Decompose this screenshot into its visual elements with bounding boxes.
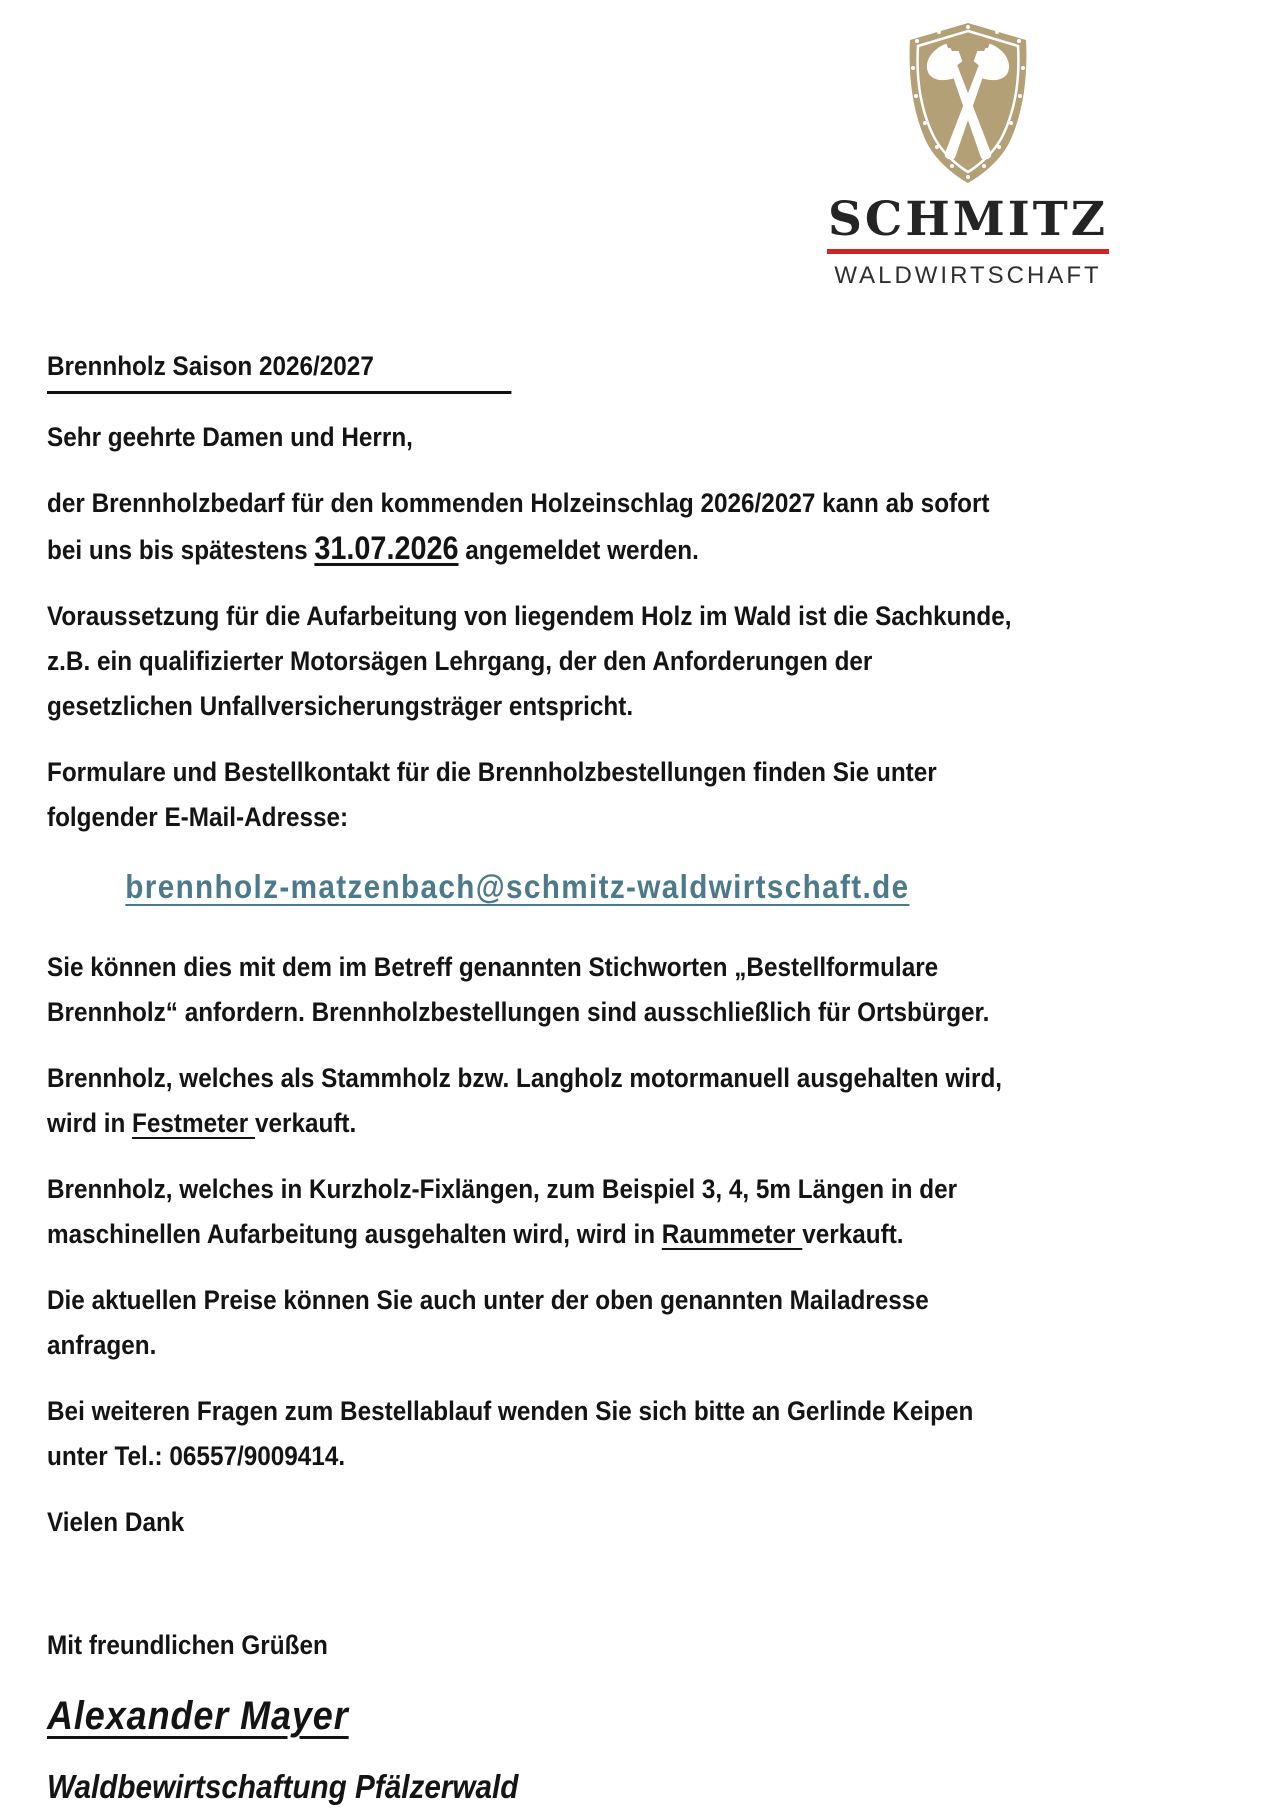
- thanks-line: Vielen Dank: [47, 1507, 185, 1537]
- paragraph-requirements: Voraussetzung für die Aufarbeitung von liegendem Holz im Wald ist die Sachkunde, z.B. ein qualifizierter Motorsägen Lehrgang, der den Anforderungen der gesetzlichen Unfallversicherungsträger entspricht.: [47, 601, 1012, 721]
- paragraph-forms: Formulare und Bestellkontakt für die Brennholzbestellungen finden Sie unter folgender E-Mail-Adresse:: [47, 757, 937, 832]
- brand-divider: [827, 249, 1109, 254]
- letter-body: [47, 344, 1073, 1808]
- festmeter-term: Festmeter: [132, 1108, 255, 1138]
- paragraph-festmeter: Brennholz, welches als Stammholz bzw. Langholz motormanuell ausgehalten wird, wird in Festmeter verkauft.: [47, 1063, 1003, 1138]
- paragraph-contact: Bei weiteren Fragen zum Bestellablauf wenden Sie sich bitte an Gerlinde Keipen unter Tel.: 06557/9009414.: [47, 1396, 974, 1471]
- paragraph-order-info: Sie können dies mit dem im Betreff genannten Stichworten „Bestellformulare Brennholz“ anfordern. Brennholzbestellungen sind ausschließlich für Ortsbürger.: [47, 952, 990, 1027]
- company-logo: [823, 20, 1113, 290]
- deadline-date: 31.07.2026: [314, 530, 459, 566]
- subject-line: [47, 344, 1073, 394]
- crossed-axes-shield-icon: [903, 20, 1033, 188]
- email-link[interactable]: brennholz-matzenbach@schmitz-waldwirtschaft.de: [125, 868, 910, 905]
- email-paragraph: [47, 861, 1073, 915]
- closing-line: Mit freundlichen Grüßen: [47, 1630, 328, 1660]
- signature-name: Alexander Mayer: [47, 1694, 349, 1738]
- raummeter-term: Raummeter: [661, 1219, 803, 1249]
- subject-text: Brennholz Saison 2026/2027: [47, 344, 511, 394]
- brand-name: SCHMITZ: [827, 192, 1109, 247]
- greeting: Sehr geehrte Damen und Herrn,: [47, 422, 413, 452]
- paragraph-intro: der Brennholzbedarf für den kommenden Holzeinschlag 2026/2027 kann ab sofort bei uns bis spätestens 31.07.2026 angemeldet werden.: [47, 488, 990, 566]
- paragraph-raummeter: Brennholz, welches in Kurzholz-Fixlängen, zum Beispiel 3, 4, 5m Längen in der maschinellen Aufarbeitung ausgehalten wird, wird in Raummeter verkauft.: [47, 1174, 958, 1249]
- paragraph-prices: Die aktuellen Preise können Sie auch unter der oben genannten Mailadresse anfragen.: [47, 1285, 929, 1360]
- letterhead: [0, 0, 1280, 290]
- brand-tagline: WALDWIRTSCHAFT: [834, 262, 1102, 289]
- signature-role: Waldbewirtschaftung Pfälzerwald: [47, 1768, 519, 1805]
